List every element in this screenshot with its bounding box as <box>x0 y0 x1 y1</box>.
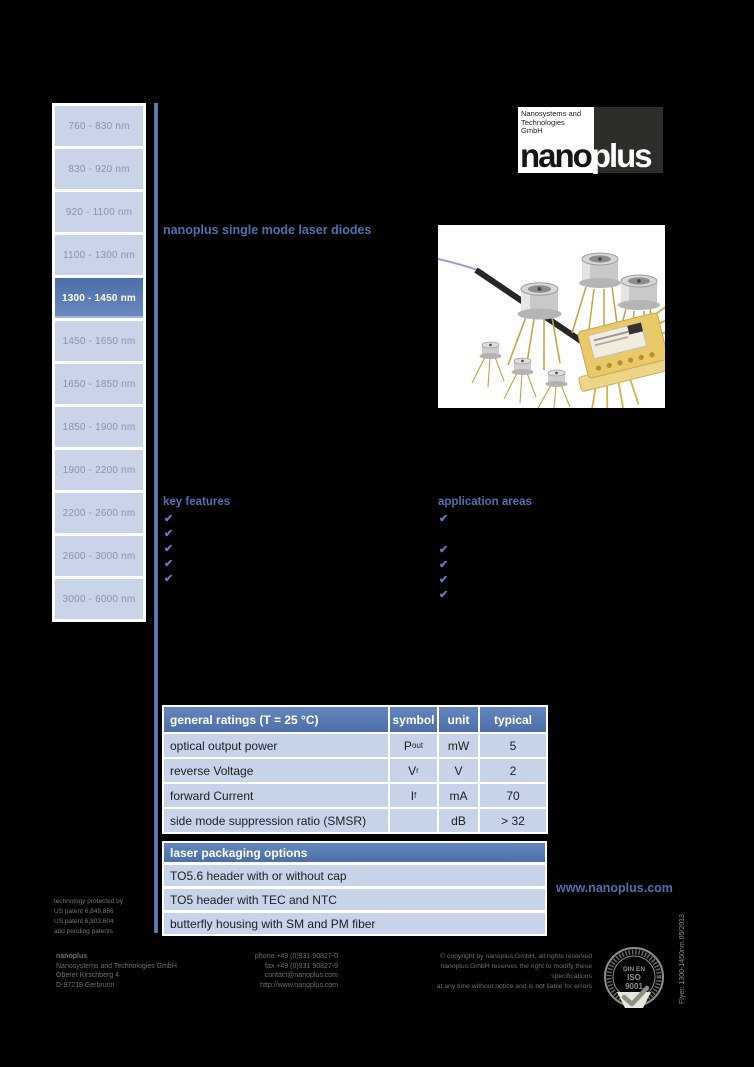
check-icon: ✔ <box>164 513 174 525</box>
check-icon: ✔ <box>164 573 174 585</box>
text-line: fax +49 (0)931 90827-9 <box>265 962 338 970</box>
laser-diode-product-image <box>438 225 665 408</box>
logo-company-name <box>521 110 581 136</box>
ratings-row-symbol: V r <box>390 759 437 782</box>
sidebar-item-830-920nm[interactable]: 830 - 920 nm <box>55 149 143 189</box>
ratings-col-symbol: symbol <box>390 707 437 732</box>
sidebar-item-1450-1650nm[interactable]: 1450 - 1650 nm <box>55 321 143 361</box>
ratings-row-symbol: I f <box>390 784 437 807</box>
text-line: at any time without notice and is not liable for errors <box>436 983 592 990</box>
text-line: Technologies <box>521 117 565 127</box>
ratings-row-unit: dB <box>439 809 478 832</box>
ratings-row-name: reverse Voltage <box>164 759 388 782</box>
packaging-option-row: TO5.6 header with or without cap <box>164 865 545 886</box>
text-line: phone +49 (0)931 90827-0 <box>254 953 338 960</box>
text-line: Nanosystems and Technologies GmbH <box>56 962 177 970</box>
logo-brand-plus: plus <box>590 137 651 174</box>
sidebar-item-1650-1850nm[interactable]: 1650 - 1850 nm <box>55 364 143 404</box>
ratings-col-unit: unit <box>439 707 478 732</box>
ratings-col-typical: typical <box>480 707 546 732</box>
key-features-heading: key features <box>163 496 231 508</box>
check-icon: ✔ <box>164 558 174 570</box>
logo-brand-nano: nano <box>520 137 591 174</box>
nanoplus-logo <box>518 107 663 173</box>
text-line: contact@nanoplus.com <box>264 972 338 979</box>
ratings-row-symbol: P out <box>390 734 437 757</box>
ratings-row-unit: mA <box>439 784 478 807</box>
packaging-option-row: TO5 header with TEC and NTC <box>164 889 545 910</box>
ratings-row-typical: > 32 <box>480 809 546 832</box>
ratings-row-symbol <box>390 809 437 832</box>
application-areas-checklist-bottom <box>439 543 448 603</box>
sidebar-item-760-830nm[interactable]: 760 - 830 nm <box>55 106 143 146</box>
application-areas-checklist-top <box>439 512 448 527</box>
check-icon: ✔ <box>439 574 449 586</box>
sidebar-item-3000-6000nm[interactable]: 3000 - 6000 nm <box>55 579 143 619</box>
check-icon: ✔ <box>439 513 449 525</box>
ratings-row-unit: V <box>439 759 478 782</box>
seal-line2: ISO <box>627 973 641 982</box>
sidebar-item-1100-1300nm[interactable]: 1100 - 1300 nm <box>55 235 143 275</box>
page-title: nanoplus single mode laser diodes <box>163 223 372 237</box>
text-line: http://www.nanoplus.com <box>260 981 338 989</box>
patent-notice <box>54 897 123 937</box>
footer-address <box>56 952 177 990</box>
sidebar-item-1900-2200nm[interactable]: 1900 - 2200 nm <box>55 450 143 490</box>
sidebar-item-1850-1900nm[interactable]: 1850 - 1900 nm <box>55 407 143 447</box>
text-line: US patent 6,849,866 <box>54 908 114 915</box>
ratings-row-typical: 70 <box>480 784 546 807</box>
check-icon: ✔ <box>164 528 174 540</box>
text-line: Nanosystems and <box>521 109 582 118</box>
iso-9001-seal <box>602 944 666 1019</box>
laser-diodes-illustration <box>438 225 665 408</box>
check-icon: ✔ <box>439 589 449 601</box>
flyer-version-note: Flyer: 1300-1450nm 05/2013 <box>679 914 686 1004</box>
seal-line1: DIN EN <box>622 966 646 973</box>
text-line: nanoplus GmbH reserves the right to modify these specifications <box>440 963 592 980</box>
wavelength-sidebar <box>52 103 146 622</box>
text-line: GmbH <box>521 126 543 135</box>
text-line: D-97218 Gerbrunn <box>56 981 115 989</box>
key-features-checklist <box>164 512 173 587</box>
ratings-row-name: side mode suppression ratio (SMSR) <box>164 809 388 832</box>
website-link[interactable]: www.nanoplus.com <box>556 881 673 895</box>
text-line: US patent 6,803,604 <box>54 918 114 925</box>
seal-line3: 9001 <box>625 982 643 991</box>
packaging-table-title: laser packaging options <box>164 843 545 862</box>
text-line: nanoplus <box>56 953 88 960</box>
text-line: technology protected by <box>54 898 124 905</box>
sidebar-item-2200-2600nm[interactable]: 2200 - 2600 nm <box>55 493 143 533</box>
ratings-row-name: optical output power <box>164 734 388 757</box>
check-icon: ✔ <box>439 544 449 556</box>
ratings-table-title: general ratings (T = 25 °C) <box>164 707 388 732</box>
check-icon: ✔ <box>164 543 174 555</box>
ratings-row-unit: mW <box>439 734 478 757</box>
footer-copyright <box>400 952 592 992</box>
text-line: © copyright by nanoplus GmbH, all rights reserved <box>440 953 592 960</box>
sidebar-item-2600-3000nm[interactable]: 2600 - 3000 nm <box>55 536 143 576</box>
ratings-row-typical: 2 <box>480 759 546 782</box>
logo-brand-text <box>520 139 651 172</box>
packaging-options-table <box>162 841 547 936</box>
packaging-option-row: butterfly housing with SM and PM fiber <box>164 913 545 934</box>
ratings-row-typical: 5 <box>480 734 546 757</box>
sidebar-item-1300-1450nm[interactable]: 1300 - 1450 nm <box>55 278 143 318</box>
text-line: Oberer Kirschberg 4 <box>56 972 120 979</box>
footer-contact <box>230 952 338 990</box>
check-icon: ✔ <box>439 559 449 571</box>
text-line: and pending patents <box>54 928 113 935</box>
vertical-divider <box>154 103 158 933</box>
application-areas-heading: application areas <box>438 496 532 508</box>
ratings-row-name: forward Current <box>164 784 388 807</box>
sidebar-item-920-1100nm[interactable]: 920 - 1100 nm <box>55 192 143 232</box>
general-ratings-table <box>162 705 548 834</box>
iso-seal-icon <box>602 944 666 1014</box>
